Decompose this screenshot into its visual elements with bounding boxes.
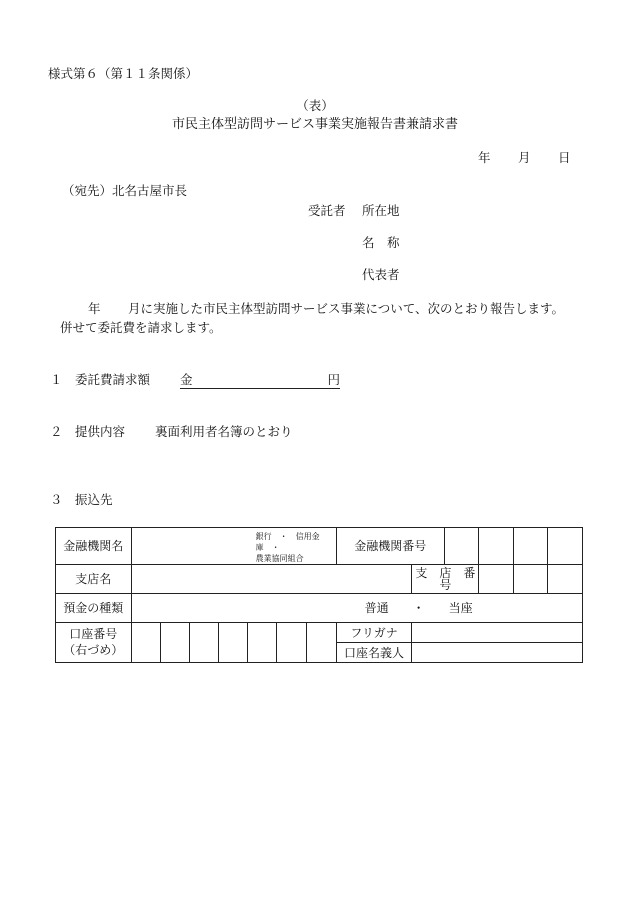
contractor-name-label: 名 称	[362, 235, 400, 250]
amount-kin: 金	[180, 372, 193, 387]
account-holder-cell[interactable]	[412, 643, 583, 663]
account-digit[interactable]	[306, 623, 336, 663]
section-2-label: ２ 提供内容	[50, 424, 126, 439]
branch-name-label: 支店名	[56, 565, 132, 594]
body-line-1: 月に実施した市民主体型訪問サービス事業について、次のとおり報告します。	[128, 301, 565, 316]
account-digit[interactable]	[160, 623, 189, 663]
section-1-label: １ 委託費請求額	[50, 372, 151, 387]
institution-code-digit[interactable]	[444, 528, 479, 565]
branch-name-cell[interactable]	[131, 565, 412, 594]
bank-transfer-table	[55, 527, 583, 663]
branch-code-digit[interactable]	[548, 565, 583, 594]
furigana-label: フリガナ	[336, 623, 412, 643]
branch-code-digit[interactable]	[513, 565, 548, 594]
account-number-label	[56, 623, 132, 663]
institution-types-line-2: 農業協同組合	[255, 553, 304, 563]
institution-name-label: 金融機関名	[56, 528, 132, 565]
contractor-label: 受託者	[308, 203, 346, 218]
deposit-type-label: 預金の種類	[56, 594, 132, 623]
account-digit[interactable]	[277, 623, 306, 663]
institution-code-digit[interactable]	[479, 528, 514, 565]
furigana-cell[interactable]	[412, 623, 583, 643]
section-2-value: 裏面利用者名簿のとおり	[155, 424, 293, 439]
date-year: 年	[478, 150, 491, 165]
account-number-label-2: （右づめ）	[63, 642, 124, 657]
account-digit[interactable]	[248, 623, 277, 663]
institution-code-label: 金融機関番号	[336, 528, 444, 565]
institution-code-digit[interactable]	[513, 528, 548, 565]
account-number-label-1: 口座番号	[69, 627, 118, 642]
account-holder-label: 口座名義人	[336, 643, 412, 663]
row-branch	[56, 565, 583, 594]
amount-line	[180, 374, 340, 389]
body-line-2: 併せて委託費を請求します。	[60, 320, 222, 335]
account-digit[interactable]	[219, 623, 248, 663]
section-3-label: ３ 振込先	[50, 492, 113, 507]
account-digit[interactable]	[131, 623, 160, 663]
addressee: （宛先）北名古屋市長	[62, 183, 188, 198]
branch-code-label: 支 店 番 号	[412, 565, 479, 594]
amount-yen: 円	[327, 372, 340, 387]
institution-name-cell[interactable]	[131, 528, 336, 565]
title-side-label: （表）	[296, 98, 334, 113]
date-month: 月	[518, 150, 531, 165]
deposit-type-options[interactable]: 普通 ・ 当座	[131, 594, 582, 623]
institution-types-line-1: 銀行 ・ 信用金庫 ・	[255, 532, 320, 552]
date-day: 日	[558, 150, 571, 165]
page-title: 市民主体型訪問サービス事業実施報告書兼請求書	[171, 117, 458, 132]
account-digit[interactable]	[189, 623, 218, 663]
contractor-address-label: 所在地	[362, 203, 400, 218]
row-account-1	[56, 623, 583, 643]
row-institution	[56, 528, 583, 565]
contractor-rep-label: 代表者	[362, 267, 400, 282]
body-year: 年	[88, 301, 101, 316]
row-deposit	[56, 594, 583, 623]
form-reference: 様式第６（第１１条関係）	[48, 66, 199, 81]
institution-code-digit[interactable]	[548, 528, 583, 565]
